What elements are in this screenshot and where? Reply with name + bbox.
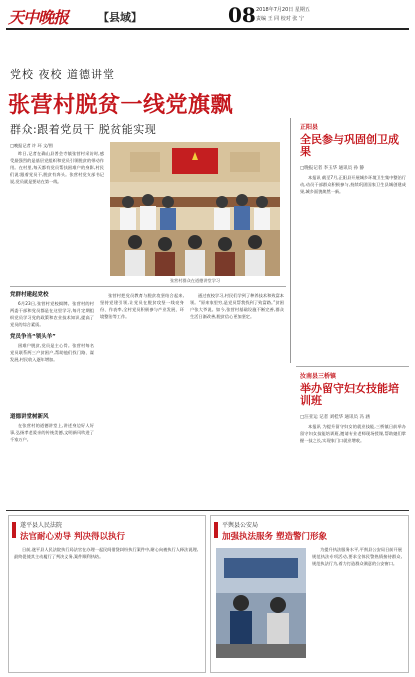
bottom-rule: [6, 510, 409, 511]
right-top-kicker: 正阳县: [300, 124, 319, 131]
bottom-left-marker: [12, 522, 16, 538]
lead-headline: 张营村脱贫一线党旗飘: [8, 93, 234, 118]
lead-column-1d: [10, 422, 94, 502]
bottom-right-body: [312, 546, 402, 664]
lead-kicker: 党校 夜校 道德讲堂: [10, 68, 115, 81]
masthead: [0, 0, 415, 28]
police-photo-illustration: [216, 548, 306, 658]
right-top-byline: □晚报记者 李玉华 通讯员 孙 静: [300, 166, 364, 171]
bottom-right-photo: [216, 548, 306, 658]
issue-date: 2018年7月20日 星期五: [256, 7, 310, 13]
bottom-right-text: 为提升执法服务水平,平舆县公安局日前开展规范执法专项活动,要求全体民警热情接待群众,规范执法行为,着力打造群众满意的公安窗口。: [312, 547, 402, 566]
bottom-left-body: [14, 546, 198, 664]
lead-column-1c: [10, 342, 94, 412]
bottom-right-headline: 加强执法服务 塑造警门形象: [222, 532, 327, 542]
right-divider: [296, 366, 409, 367]
lead-column-3: [190, 292, 284, 502]
right-mid-body: [300, 423, 406, 505]
subtitle-lead-sheep: 党员争当“领头羊”: [10, 334, 56, 340]
bottom-left-text: 日前,遂平县人民法院执行局法官在办理一起民间借贷纠纷执行案件中,耐心向被执行人释法说理,最终促使其主动履行了判决义务,案件顺利执结。: [14, 547, 198, 559]
bottom-left-headline: 法官耐心劝导 判决得以执行: [20, 532, 125, 542]
subtitle-party-school: 党群村建起党校: [10, 292, 49, 298]
right-mid-headline: 举办留守妇女技能培训班: [300, 382, 399, 407]
lead-section-divider: [10, 286, 286, 287]
lead-text-morality-hall: 在张营村的道德讲堂上,讲述身边好人好事,弘扬孝老爱亲的传统美德,文明新风吹进了千家万户。: [10, 423, 94, 442]
bottom-left-kicker: 遂平县人民法院: [20, 522, 63, 529]
lead-photo: [110, 142, 280, 276]
meeting-photo-illustration: [110, 142, 280, 276]
editors-line: 责编 王 同 校对 张 宁: [256, 16, 304, 22]
lead-intro-text: 昨日,记者在确山县普会寺镇张营村采访时,感受最强烈的是基层党组织和党员引领脱贫的带动作用。在村里,每天都有党员帮扶困难户的身影,村民们说:跟着党员干,脱贫有奔头。张营村党支部书记说,党员就是要站在第一线。: [10, 151, 104, 184]
newspaper-logo: 天中晚报: [8, 8, 69, 27]
right-top-body: [300, 174, 406, 362]
lead-text-lead-sheep: 困难户脱贫,党员是主心骨。张营村每名党员联系两三户贫困户,帮助他们找门路、谋发展,村民收入逐年增加。: [10, 343, 94, 362]
right-mid-kicker: 汝南县三桥镇: [300, 373, 337, 380]
lead-text-col3: 通过夜校学习,村民们学到了种养技术和致富本领。“原来家里穷,是党员帮我找到了致富路。”贫困户张大爷说。如今,张营村基础设施不断完善,群众生活日渐改善,脱贫信心更加坚定。: [190, 293, 284, 319]
bottom-right-marker: [214, 522, 218, 538]
section-tag: 【县域】: [98, 11, 142, 24]
lead-byline: □晚报记者 许 环 文/图: [10, 143, 53, 148]
right-mid-text: 本报讯 为提升留守妇女的就业技能,三桥镇日前举办留守妇女技能培训班,邀请专业老师现场授课,帮助她们掌握一技之长,实现家门口就业增收。: [300, 424, 406, 443]
lead-column-1b: [10, 300, 94, 328]
lead-column-2: [100, 292, 184, 502]
header-rule: [6, 28, 409, 30]
subtitle-morality-hall: 道德讲堂树新风: [10, 414, 49, 420]
bottom-right-kicker: 平舆县公安局: [222, 522, 259, 529]
lead-subhead: 群众:跟着党员干 脱贫能实现: [10, 123, 157, 136]
page-number: 08: [228, 3, 256, 27]
lead-column-intro: [10, 142, 104, 277]
lead-text-party-school: 6月23日,张营村党校揭牌。张营村的村两委干部和党员都是在这里学习,每月定期组织党员学习党的政策和农业技术知识,提高了党员的综合素质。: [10, 301, 94, 327]
right-top-headline: 全民参与巩固创卫成果: [300, 133, 399, 158]
right-mid-byline: □汪亚运 记者 刘桂华 通讯员 冯 涵: [300, 415, 370, 420]
lead-text-col2: 张营村把党员教育与脱贫攻坚结合起来,坚持党建引领,让党员在脱贫攻坚一线亮身份、作表率,全村党员积极参与产业发展、环境整治等工作。: [100, 293, 184, 319]
right-top-text: 本报讯 截至7月,正阳县开展城乡环境卫生集中整治行动,动员干部群众积极参与,持续巩固国家卫生县城创建成果,城乡面貌焕然一新。: [300, 175, 406, 194]
photo-caption: 张营村群众在道德讲堂学习: [169, 278, 221, 283]
column-divider: [290, 118, 291, 363]
